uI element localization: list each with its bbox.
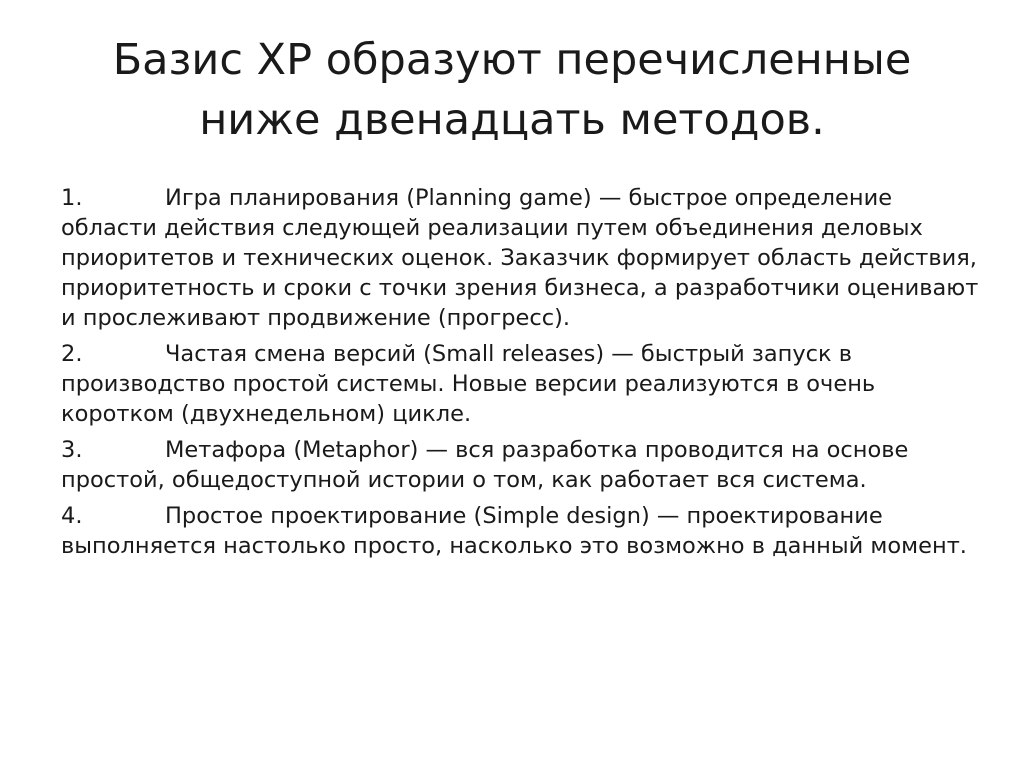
item-text: Простое проектирование (Simple design) — проектирование выполняется настолько просто, насколько это возможно в данный момент. xyxy=(61,503,967,559)
slide-title: Базис XP образуют перечисленные ниже двенадцать методов. xyxy=(112,35,912,145)
item-text: Игра планирования (Planning game) — быстрое определение области действия следующей реализации путем объединения деловых приоритетов и технических оценок. Заказчик формирует область действия, приоритетность и сроки с точки зрения бизнеса, а разработчики оценивают и прослеживают продвижение (прогресс). xyxy=(61,185,979,331)
item-text: Частая смена версий (Small releases) — быстрый запуск в производство простой системы. Новые версии реализуются в очень коротком (двухнедельном) цикле. xyxy=(61,341,876,427)
item-number: 3. xyxy=(61,437,83,463)
item-number: 2. xyxy=(61,341,83,367)
list-item xyxy=(61,339,991,429)
item-number: 1. xyxy=(61,185,83,211)
list-item xyxy=(61,501,991,561)
list-item xyxy=(61,435,991,495)
item-number: 4. xyxy=(61,503,83,529)
item-text: Метафора (Metaphor) — вся разработка проводится на основе простой, общедоступной истории о том, как работает вся система. xyxy=(61,437,909,493)
list-item xyxy=(61,183,991,333)
slide-body xyxy=(61,183,991,567)
